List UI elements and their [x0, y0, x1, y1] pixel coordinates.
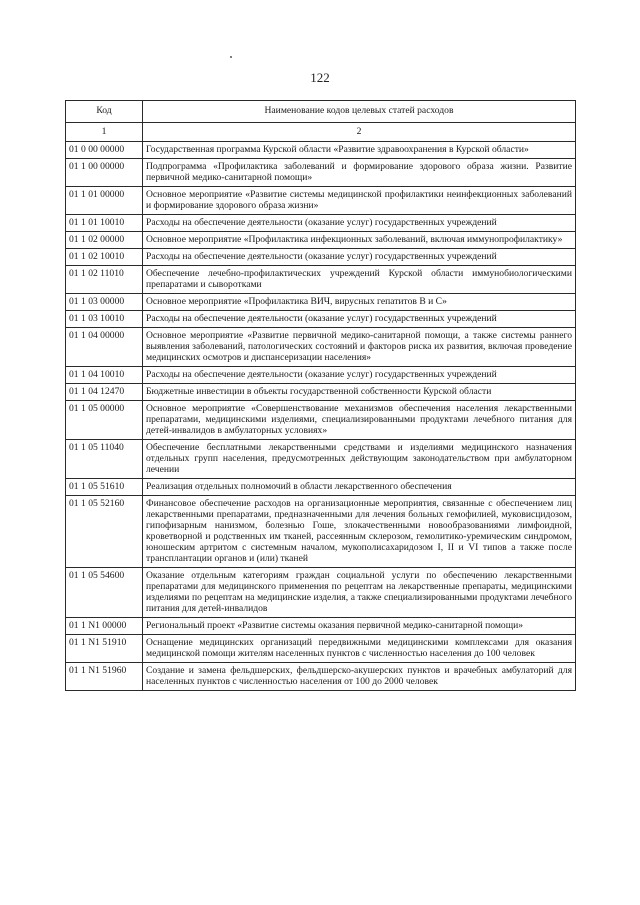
table-row	[66, 384, 576, 401]
row-code: 01 1 00 00000	[66, 159, 143, 187]
row-code: 01 1 05 54600	[66, 568, 143, 618]
row-code: 01 1 N1 51960	[66, 663, 143, 691]
row-code: 01 1 03 00000	[66, 294, 143, 311]
table-row	[66, 568, 576, 618]
row-name: Основное мероприятие «Профилактика инфекционных заболеваний, включая иммунопрофилактику»	[143, 232, 576, 249]
table-row	[66, 367, 576, 384]
row-code: 01 1 04 10010	[66, 367, 143, 384]
row-code: 01 1 01 10010	[66, 215, 143, 232]
row-name: Финансовое обеспечение расходов на организационные мероприятия, связанные с обеспечением лиц лекарственными препаратами, предназначенными для лечения больных гемофилией, муковисцидозом, гипофизарным нанизмом, болезнью Гоше, злокачественными новообразованиями лимфоидной, кроветворной и родственных им тканей, рассеянным склерозом, гемолитико-уремическим синдромом, юношеским артритом с системным началом, мукополисахаридозом I, II и VI типов а также после трансплантации органов и (или) тканей	[143, 496, 576, 568]
row-code: 01 1 04 12470	[66, 384, 143, 401]
row-name: Реализация отдельных полномочий в области лекарственного обеспечения	[143, 479, 576, 496]
row-name: Основное мероприятие «Развитие системы медицинской профилактики неинфекционных заболеваний и формирование здорового образа жизни»	[143, 187, 576, 215]
row-code: 01 1 02 00000	[66, 232, 143, 249]
column-number-name: 2	[143, 123, 576, 142]
table-row	[66, 311, 576, 328]
row-code: 01 1 N1 51910	[66, 635, 143, 663]
header-code: Код	[66, 101, 143, 123]
table-row	[66, 249, 576, 266]
table-row	[66, 266, 576, 294]
table-row	[66, 142, 576, 159]
table-row	[66, 618, 576, 635]
row-name: Основное мероприятие «Развитие первичной медико-санитарной помощи, а также системы раннего выявления заболеваний, патологических состояний и факторов риска их развития, включая проведение медицинских осмотров и диспансеризации населения»	[143, 328, 576, 367]
table-row	[66, 496, 576, 568]
row-name: Оказание отдельным категориям граждан социальной услуги по обеспечению лекарственными препаратами для медицинского применения по рецептам на лекарственные препараты, медицинскими изделиями по рецептам на медицинские изделия, а также специализированными продуктами лечебного питания для детей-инвалидов	[143, 568, 576, 618]
column-number-code: 1	[66, 123, 143, 142]
row-code: 01 1 05 52160	[66, 496, 143, 568]
table-row	[66, 663, 576, 691]
row-name: Основное мероприятие «Совершенствование механизмов обеспечения населения лекарственными препаратами, медицинскими изделиями, специализированными продуктами лечебного питания для детей-инвалидов в амбулаторных условиях»	[143, 401, 576, 440]
scan-artifact	[230, 56, 232, 58]
table-row	[66, 232, 576, 249]
expense-codes-table	[65, 100, 576, 691]
row-name: Расходы на обеспечение деятельности (оказание услуг) государственных учреждений	[143, 249, 576, 266]
table-row	[66, 187, 576, 215]
row-name: Расходы на обеспечение деятельности (оказание услуг) государственных учреждений	[143, 367, 576, 384]
row-code: 01 1 05 51610	[66, 479, 143, 496]
row-code: 01 0 00 00000	[66, 142, 143, 159]
row-name: Бюджетные инвестиции в объекты государственной собственности Курской области	[143, 384, 576, 401]
row-name: Региональный проект «Развитие системы оказания первичной медико-санитарной помощи»	[143, 618, 576, 635]
table-body	[66, 142, 576, 691]
row-name: Подпрограмма «Профилактика заболеваний и формирование здорового образа жизни. Развитие первичной медико-санитарной помощи»	[143, 159, 576, 187]
row-name: Обеспечение лечебно-профилактических учреждений Курской области иммунобиологическими препаратами и сыворотками	[143, 266, 576, 294]
row-code: 01 1 05 00000	[66, 401, 143, 440]
row-name: Создание и замена фельдшерских, фельдшерско-акушерских пунктов и врачебных амбулаторий для населенных пунктов с численностью населения от 100 до 2000 человек	[143, 663, 576, 691]
row-name: Основное мероприятие «Профилактика ВИЧ, вирусных гепатитов В и С»	[143, 294, 576, 311]
table-header-row	[66, 101, 576, 123]
table-row	[66, 479, 576, 496]
row-code: 01 1 04 00000	[66, 328, 143, 367]
page-number: 122	[310, 70, 330, 85]
table-row	[66, 635, 576, 663]
row-code: 01 1 01 00000	[66, 187, 143, 215]
row-code: 01 1 03 10010	[66, 311, 143, 328]
table-row	[66, 440, 576, 479]
table-row	[66, 401, 576, 440]
row-code: 01 1 02 11010	[66, 266, 143, 294]
table-row	[66, 159, 576, 187]
table-row	[66, 328, 576, 367]
row-name: Расходы на обеспечение деятельности (оказание услуг) государственных учреждений	[143, 215, 576, 232]
header-name: Наименование кодов целевых статей расходов	[143, 101, 576, 123]
table-row	[66, 215, 576, 232]
row-code: 01 1 N1 00000	[66, 618, 143, 635]
column-numbers-row	[66, 123, 576, 142]
row-name: Оснащение медицинских организаций передвижными медицинскими комплексами для оказания медицинской помощи жителям населенных пунктов с численностью населения до 100 человек	[143, 635, 576, 663]
row-code: 01 1 02 10010	[66, 249, 143, 266]
table-row	[66, 294, 576, 311]
row-name: Расходы на обеспечение деятельности (оказание услуг) государственных учреждений	[143, 311, 576, 328]
row-name: Обеспечение бесплатными лекарственными средствами и изделиями медицинского назначения отдельных групп населения, предусмотренных действующим законодательством при амбулаторном лечении	[143, 440, 576, 479]
row-code: 01 1 05 11040	[66, 440, 143, 479]
row-name: Государственная программа Курской области «Развитие здравоохранения в Курской области»	[143, 142, 576, 159]
